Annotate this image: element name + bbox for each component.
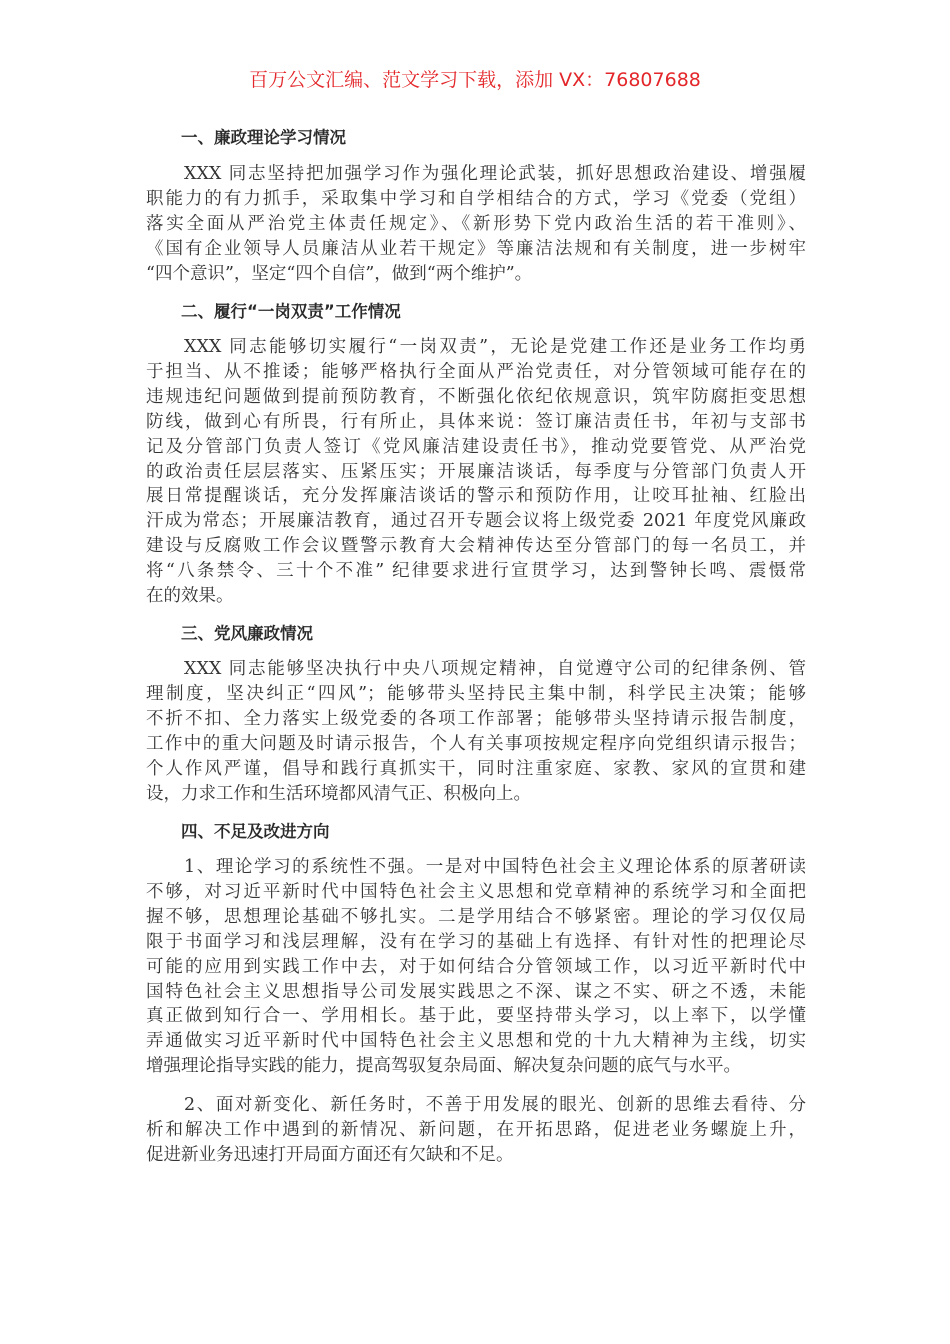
text-line: 于担当、从不推诿；能够严格执行全面从严治党责任，对分管领域可能存在的: [146, 361, 806, 382]
text-line: 建设与反腐败工作会议暨警示教育大会精神传达至分管部门的每一名员工，并: [146, 536, 806, 557]
text-line: 增强理论指导实践的能力，提高驾驭复杂局面、解决复杂问题的底气与水平。: [146, 1056, 741, 1077]
text-line: 工作中的重大问题及时请示报告，个人有关事项按规定程序向党组织请示报告；: [146, 733, 806, 754]
text-line: 防线，做到心有所畏，行有所止，具体来说：签订廉洁责任书，年初与支部书: [146, 411, 806, 432]
text-line: 展日常提醒谈话，充分发挥廉洁谈话的警示和预防作用，让咬耳扯袖、红脸出: [146, 486, 806, 507]
text-line: 促进新业务迅速打开局面方面还有欠缺和不足。: [146, 1144, 514, 1165]
text-line: 弄通做实习近平新时代中国特色社会主义思想和党的十九大精神为主线，切实: [146, 1031, 806, 1052]
section-heading-1: 一、廉政理论学习情况: [181, 128, 346, 147]
paragraph: [146, 855, 806, 1079]
text-line: XXX 同志能够坚决执行中央八项规定精神，自觉遵守公司的纪律条例、管: [184, 659, 806, 679]
text-line: 《国有企业领导人员廉洁从业若干规定》等廉洁法规和有关制度，进一步树牢: [146, 238, 806, 259]
paragraph: [146, 1093, 806, 1168]
text-line: 不够，对习近平新时代中国特色社会主义思想和党章精神的系统学习和全面把: [146, 881, 806, 902]
text-line: 析和解决工作中遇到的新情况、新问题，在开拓思路，促进老业务螺旋上升，: [146, 1119, 806, 1140]
text-line: 可能的应用到实践工作中去，对于如何结合分管领域工作，以习近平新时代中: [146, 956, 806, 977]
text-line: 个人作风严谨，倡导和践行真抓实干，同时注重家庭、家教、家风的宣贯和建: [146, 758, 806, 779]
text-line: XXX 同志坚持把加强学习作为强化理论武装，抓好思想政治建设、增强履: [184, 164, 806, 184]
text-line: 违规违纪问题做到提前预防教育，不断强化依纪依规意识，筑牢防腐拒变思想: [146, 386, 806, 407]
text-line: 落实全面从严治党主体责任规定》、《新形势下党内政治生活的若干准则》、: [146, 213, 806, 234]
text-line: 限于书面学习和浅层理解，没有在学习的基础上有选择、有针对性的把理论尽: [146, 931, 806, 952]
text-line: 在的效果。: [146, 586, 234, 607]
text-line: 职能力的有力抓手，采取集中学习和自学相结合的方式，学习《党委（党组）: [146, 188, 806, 209]
section-heading-4: 四、不足及改进方向: [181, 822, 330, 841]
paragraph: [146, 162, 806, 287]
text-line: 1、理论学习的系统性不强。一是对中国特色社会主义理论体系的原著研读: [184, 857, 806, 877]
text-line: 理制度，坚决纠正“四风”；能够带头坚持民主集中制，科学民主决策；能够: [146, 683, 806, 704]
text-line: 汗成为常态；开展廉洁教育，通过召开专题会议将上级党委 2021 年度党风廉政: [146, 511, 806, 532]
watermark-banner: 百万公文汇编、范文学习下载，添加 VX：76807688: [249, 69, 701, 91]
text-line: “四个意识”，坚定“四个自信”，做到“两个维护”。: [146, 263, 533, 284]
text-line: 真正做到知行合一、学用相长。基于此，要坚持带头学习，以上率下，以学懂: [146, 1006, 806, 1027]
paragraph: [146, 335, 806, 609]
text-line: 将“八条禁令、三十个不准” 纪律要求进行宣贯学习，达到警钟长鸣、震慑常: [146, 561, 806, 582]
section-heading-2: 二、履行“一岗双责”工作情况: [181, 302, 401, 321]
text-line: 2、面对新变化、新任务时，不善于用发展的眼光、创新的思维去看待、分: [184, 1095, 806, 1115]
text-line: 记及分管部门负责人签订《党风廉洁建设责任书》，推动党要管党、从严治党: [146, 436, 806, 457]
text-line: 不折不扣、全力落实上级党委的各项工作部署；能够带头坚持请示报告制度，: [146, 708, 806, 729]
text-line: 设，力求工作和生活环境都风清气正、积极向上。: [146, 783, 531, 804]
section-heading-3: 三、党风廉政情况: [181, 624, 313, 643]
text-line: 的政治责任层层落实、压紧压实；开展廉洁谈话，每季度与分管部门负责人开: [146, 461, 806, 482]
text-line: 握不够，思想理论基础不够扎实。二是学用结合不够紧密。理论的学习仅仅局: [146, 906, 806, 927]
paragraph: [146, 657, 806, 806]
text-line: XXX 同志能够切实履行“一岗双责”，无论是党建工作还是业务工作均勇: [184, 337, 806, 357]
text-line: 国特色社会主义思想指导公司发展实践思之不深、谋之不实、研之不透，未能: [146, 981, 806, 1002]
